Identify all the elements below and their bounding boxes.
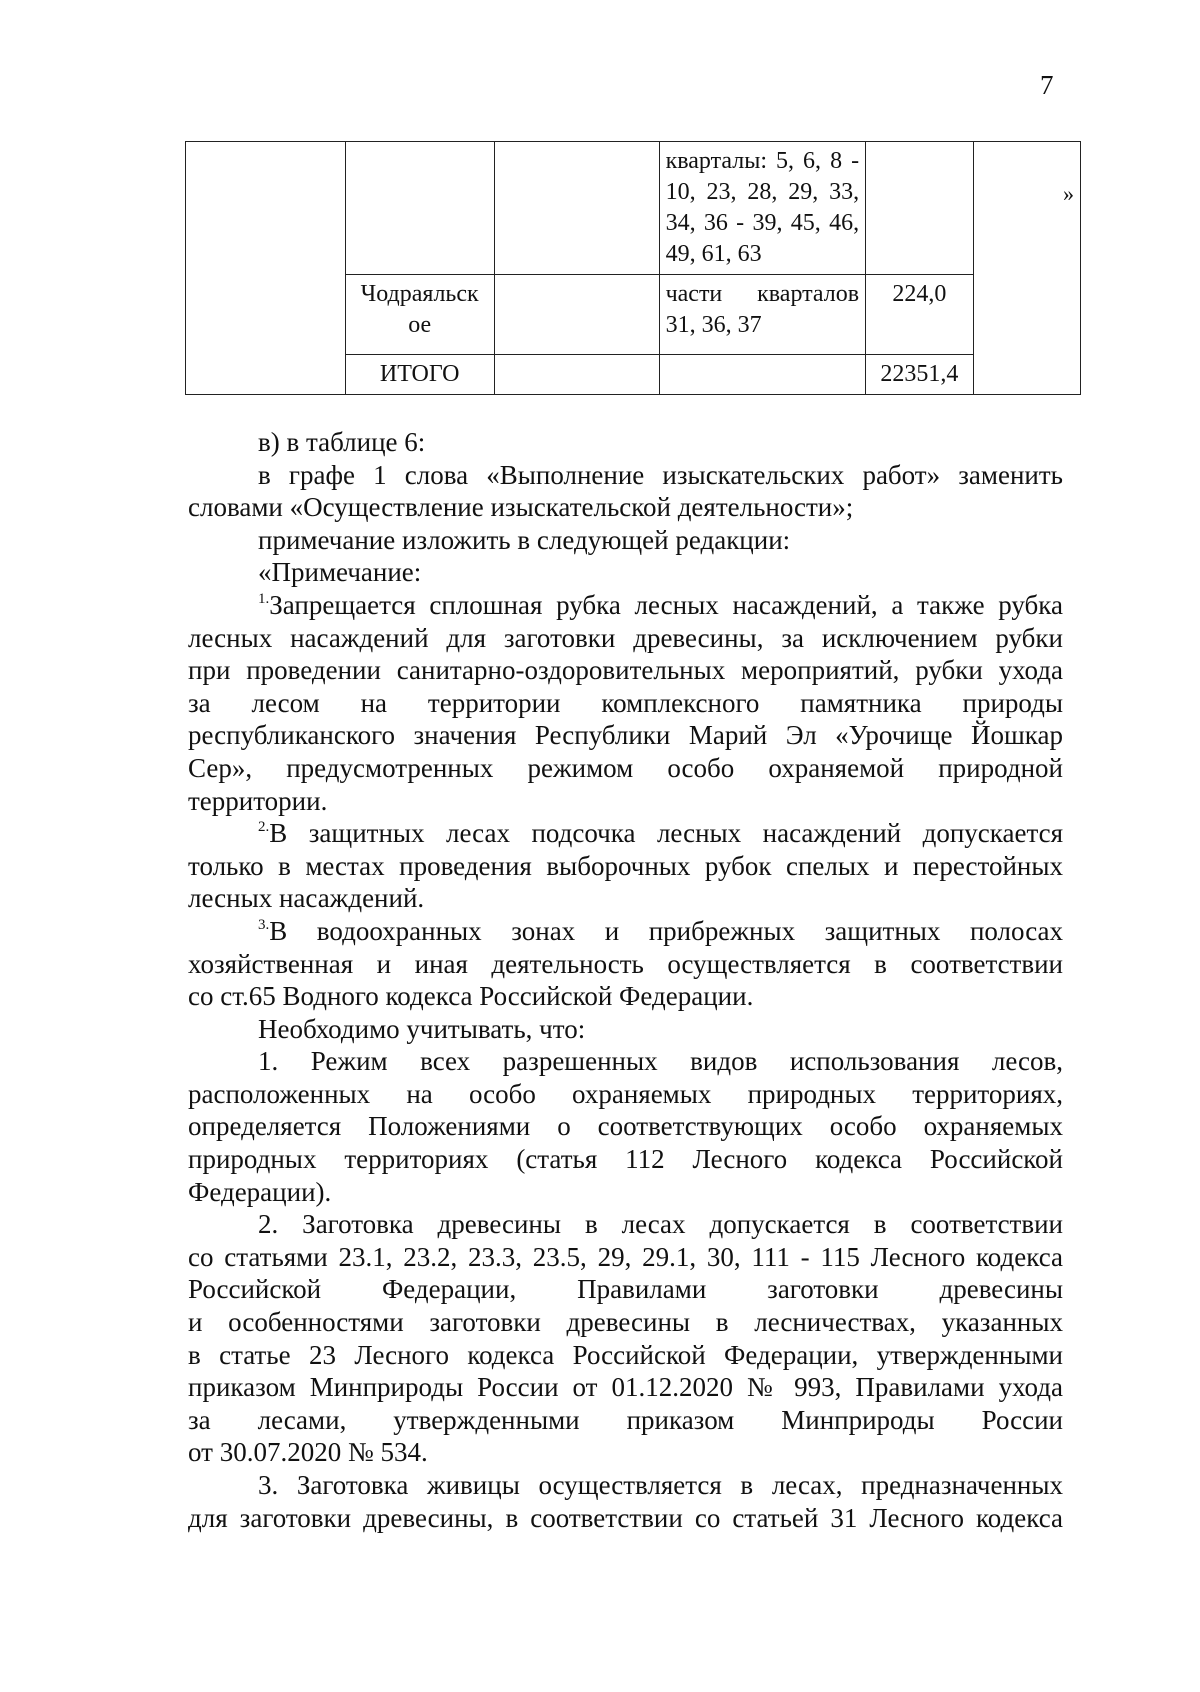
table-cell (186, 142, 346, 395)
cell-line: 49, 61, 63 (665, 241, 762, 267)
text-line: 2. Заготовка древесины в лесах допускается в соответствии (258, 1209, 1063, 1240)
closing-quote: » (1063, 181, 1074, 206)
page-number: 7 (1040, 70, 1054, 100)
cell-line: кварталы: 5, 6, 8 - (665, 148, 860, 174)
text-span: Запрещается сплошная рубка лесных насаждений, а также рубка (269, 589, 1063, 620)
area-cell: 224,0 (866, 275, 973, 355)
text-line: приказом Минприроды России от 01.12.2020 № 993, Правилами ухода (188, 1372, 1063, 1403)
text-span: В водоохранных зонах и прибрежных защитных полосах (269, 915, 1063, 946)
text-line: Сер», предусмотренных режимом особо охраняемой природной (188, 752, 1063, 783)
text-line: 3. Заготовка живицы осуществляется в лесах, предназначенных (258, 1470, 1063, 1500)
text-line: за лесом на территории комплексного памятника природы (188, 687, 1063, 718)
cell-line: 10, 23, 28, 29, 33, (665, 179, 860, 205)
text-line: от 30.07.2020 № 534. (188, 1437, 428, 1468)
table-cell (494, 355, 659, 395)
text-line: для заготовки древесины, в соответствии со статьей 31 Лесного кодекса (188, 1502, 1063, 1533)
text-line: природных территориях (статья 112 Лесного кодекса Российской (188, 1144, 1063, 1175)
table-cell (345, 142, 494, 275)
table-cell (866, 142, 973, 275)
text-line: в графе 1 слова «Выполнение изыскательских работ» заменить (258, 459, 1063, 490)
cell-line: 31, 36, 37 (665, 312, 762, 338)
text-line: «Примечание: (258, 557, 422, 588)
text-line: при проведении санитарно-оздоровительных мероприятий, рубки ухода (188, 655, 1063, 686)
text-line: республиканского значения Республики Марий Эл «Урочище Йошкар (188, 720, 1063, 751)
text-span: В защитных лесах подсочка лесных насаждений допускается (269, 818, 1063, 849)
text-line: Федерации). (188, 1176, 332, 1207)
text-line: в) в таблице 6: (258, 427, 426, 457)
text-line: определяется Положениями о соответствующих особо охраняемых (188, 1111, 1063, 1142)
text-line: Российской Федерации, Правилами заготовки древесины (188, 1274, 1063, 1305)
total-label-cell: ИТОГО (345, 355, 494, 395)
cell-line: Чодраяльск (360, 281, 479, 307)
text-line: Необходимо учитывать, что: (258, 1013, 586, 1044)
note-1-line (188, 589, 1063, 622)
text-line: со ст.65 Водного кодекса Российской Федерации. (188, 981, 754, 1012)
text-line: 1. Режим всех разрешенных видов использования лесов, (258, 1046, 1063, 1077)
table-cell (659, 355, 866, 395)
total-area-cell: 22351,4 (866, 355, 973, 395)
forest-quarters-table (185, 141, 1081, 395)
text-line: лесных насаждений. (188, 883, 425, 914)
text-line: расположенных на особо охраняемых природных территориях, (188, 1078, 1063, 1109)
text-line: словами «Осуществление изыскательской деятельности»; (188, 492, 854, 523)
text-line: только в местах проведения выборочных рубок спелых и перестойных (188, 850, 1063, 881)
text-line: и особенностями заготовки древесины в лесничествах, указанных (188, 1307, 1063, 1338)
cell-line: ое (408, 312, 432, 338)
table-cell (494, 142, 659, 275)
footnote-marker: 1. (258, 590, 270, 607)
text-line: территории. (188, 785, 328, 816)
forestry-name-cell (345, 275, 494, 355)
table-row (186, 142, 1081, 275)
footnote-marker: 2. (258, 819, 270, 836)
cell-line: 34, 36 - 39, 45, 46, (665, 210, 860, 236)
footnote-marker: 3. (258, 916, 270, 933)
text-line: за лесами, утвержденными приказом Минприроды России (188, 1404, 1063, 1435)
note-2-line (188, 817, 1063, 850)
text-line: примечание изложить в следующей редакции: (258, 524, 791, 555)
text-line: в статье 23 Лесного кодекса Российской Федерации, утвержденными (188, 1339, 1063, 1370)
document-body (188, 426, 1063, 1534)
cell-line: части кварталов (665, 281, 860, 307)
quarters-cell (659, 142, 866, 275)
table-cell (494, 275, 659, 355)
text-line: лесных насаждений для заготовки древесины, за исключением рубки (188, 622, 1063, 653)
parts-cell (659, 275, 866, 355)
text-line: со статьями 23.1, 23.2, 23.3, 23.5, 29, 29.1, 30, 111 - 115 Лесного кодекса (188, 1241, 1063, 1272)
note-3-line (188, 915, 1063, 948)
table-cell (973, 142, 1080, 395)
text-line: хозяйственная и иная деятельность осуществляется в соответствии (188, 948, 1063, 979)
